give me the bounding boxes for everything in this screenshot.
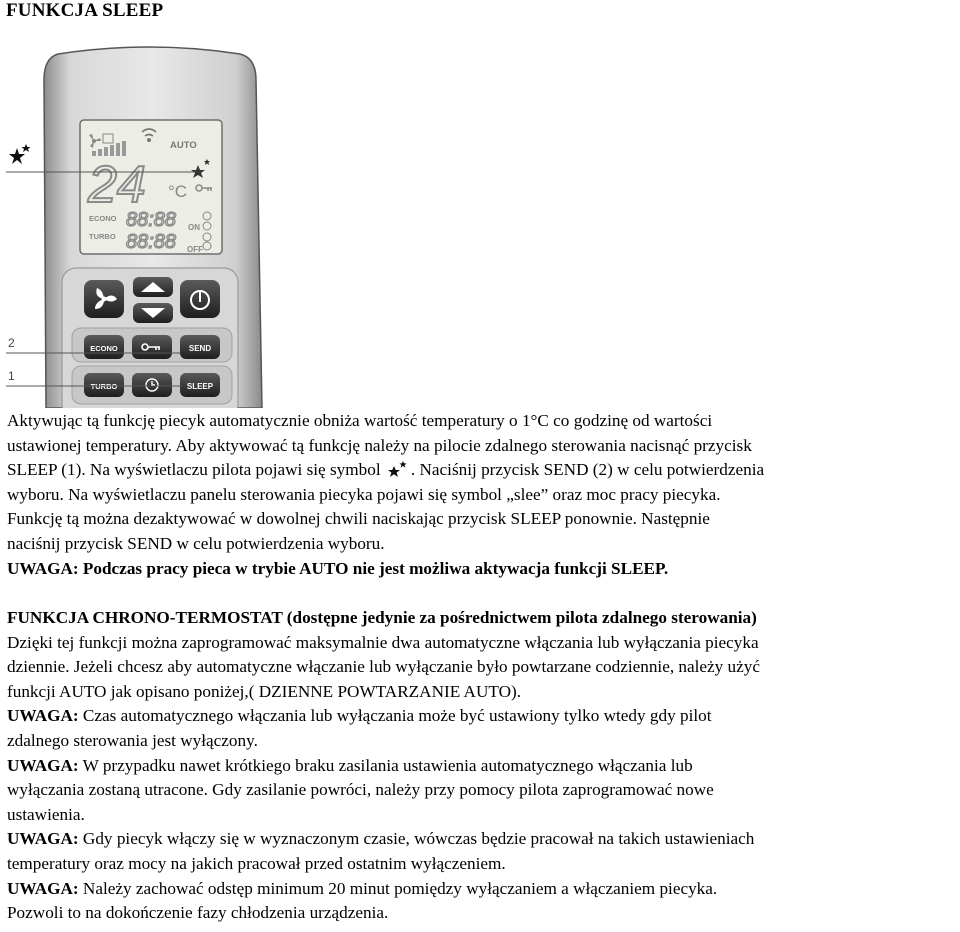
sleep-button-label: SLEEP bbox=[186, 382, 214, 391]
sleep-line: Funkcję tą można dezaktywować w dowolnej chwili naciskając przycisk SLEEP ponownie. Następnie bbox=[7, 509, 710, 529]
note-line: wyłączania zostaną utracone. Gdy zasilanie powróci, należy przy pomocy pilota zaprogramować nowe bbox=[7, 780, 714, 800]
note-label: UWAGA: bbox=[7, 706, 79, 726]
lcd-off-label: OFF bbox=[187, 245, 203, 254]
sleep-warning: UWAGA: Podczas pracy pieca w trybie AUTO nie jest możliwa aktywacja funkcji SLEEP. bbox=[7, 558, 669, 578]
note-label: UWAGA: bbox=[7, 878, 79, 898]
sleep-line: ustawionej temperatury. Aby aktywować tą funkcję należy na pilocie zdalnego sterowania nacisnąć przycisk bbox=[7, 435, 752, 455]
chrono-intro-line: dziennie. Jeżeli chcesz aby automatyczne włączanie lub wyłączanie było powtarzane codziennie, należy użyć bbox=[7, 657, 761, 677]
turbo-button-label: TURBO bbox=[90, 382, 118, 391]
lcd-temperature: 24 bbox=[88, 156, 146, 214]
lcd-timer-off: 88:88 bbox=[126, 231, 177, 253]
chrono-heading: FUNKCJA CHRONO-TERMOSTAT (dostępne jedynie za pośrednictwem pilota zdalnego sterowania) bbox=[7, 608, 757, 627]
callout-2-label: 2 bbox=[8, 336, 15, 350]
note-line: Pozwoli to na dokończenie fazy chłodzenia urządzenia. bbox=[7, 903, 389, 923]
econo-button-label: ECONO bbox=[90, 344, 118, 353]
sleep-line: naciśnij przycisk SEND w celu potwierdzenia wyboru. bbox=[7, 533, 385, 553]
note-line: ustawienia. bbox=[7, 804, 85, 824]
sleep-star-icon bbox=[385, 460, 411, 478]
send-button-label: SEND bbox=[188, 344, 212, 353]
lcd-on-label: ON bbox=[188, 223, 200, 232]
note-line: temperatury oraz mocy na jakich pracował przed ostatnim wyłączeniem. bbox=[7, 853, 506, 873]
callout-1-label: 1 bbox=[8, 369, 15, 383]
sleep-description bbox=[7, 409, 957, 581]
note-line: UWAGA: Gdy piecyk włączy się w wyznaczonym czasie, wówczas będzie pracował na takich ustawieniach bbox=[7, 829, 755, 849]
note-label: UWAGA: bbox=[7, 829, 79, 849]
chrono-section bbox=[7, 606, 957, 926]
note-label: UWAGA: bbox=[7, 755, 79, 775]
lcd-turbo-label: TURBO bbox=[89, 232, 116, 241]
remote-control-figure bbox=[0, 40, 290, 408]
callout-sleep-star-icon bbox=[9, 144, 31, 164]
chrono-intro-line: funkcji AUTO jak opisano poniżej,( DZIENNE POWTARZANIE AUTO). bbox=[7, 681, 522, 701]
sleep-line: wyboru. Na wyświetlaczu panelu sterowania piecyka pojawi się symbol „slee” oraz moc pracy piecyka. bbox=[7, 484, 721, 504]
lcd-timer-on: 88:88 bbox=[126, 209, 177, 231]
sleep-line: Aktywując tą funkcję piecyk automatycznie obniża wartość temperatury o 1°C co godzinę od wartości bbox=[7, 411, 713, 430]
note-line: UWAGA: W przypadku nawet krótkiego braku zasilania ustawienia automatycznego włączania lub bbox=[7, 755, 693, 775]
lcd-unit: °C bbox=[168, 182, 188, 201]
note-line: zdalnego sterowania jest wyłączony. bbox=[7, 730, 258, 750]
note-line: UWAGA: Czas automatycznego włączania lub wyłączania może być ustawiony tylko wtedy gdy pilot bbox=[7, 706, 712, 726]
lcd-econo-label: ECONO bbox=[89, 214, 117, 223]
chrono-intro-line: Dzięki tej funkcji można zaprogramować maksymalnie dwa automatyczne włączania lub wyłączania piecyka bbox=[7, 632, 759, 652]
lcd-auto-label: AUTO bbox=[170, 140, 197, 151]
page-title: FUNKCJA SLEEP bbox=[6, 0, 164, 21]
sleep-line-with-symbol: SLEEP (1). Na wyświetlaczu pilota pojawi się symbol . Naciśnij przycisk SEND (2) w celu potwierdzenia bbox=[7, 460, 765, 480]
note-line: UWAGA: Należy zachować odstęp minimum 20 minut pomiędzy wyłączaniem a włączaniem piecyka. bbox=[7, 878, 718, 898]
